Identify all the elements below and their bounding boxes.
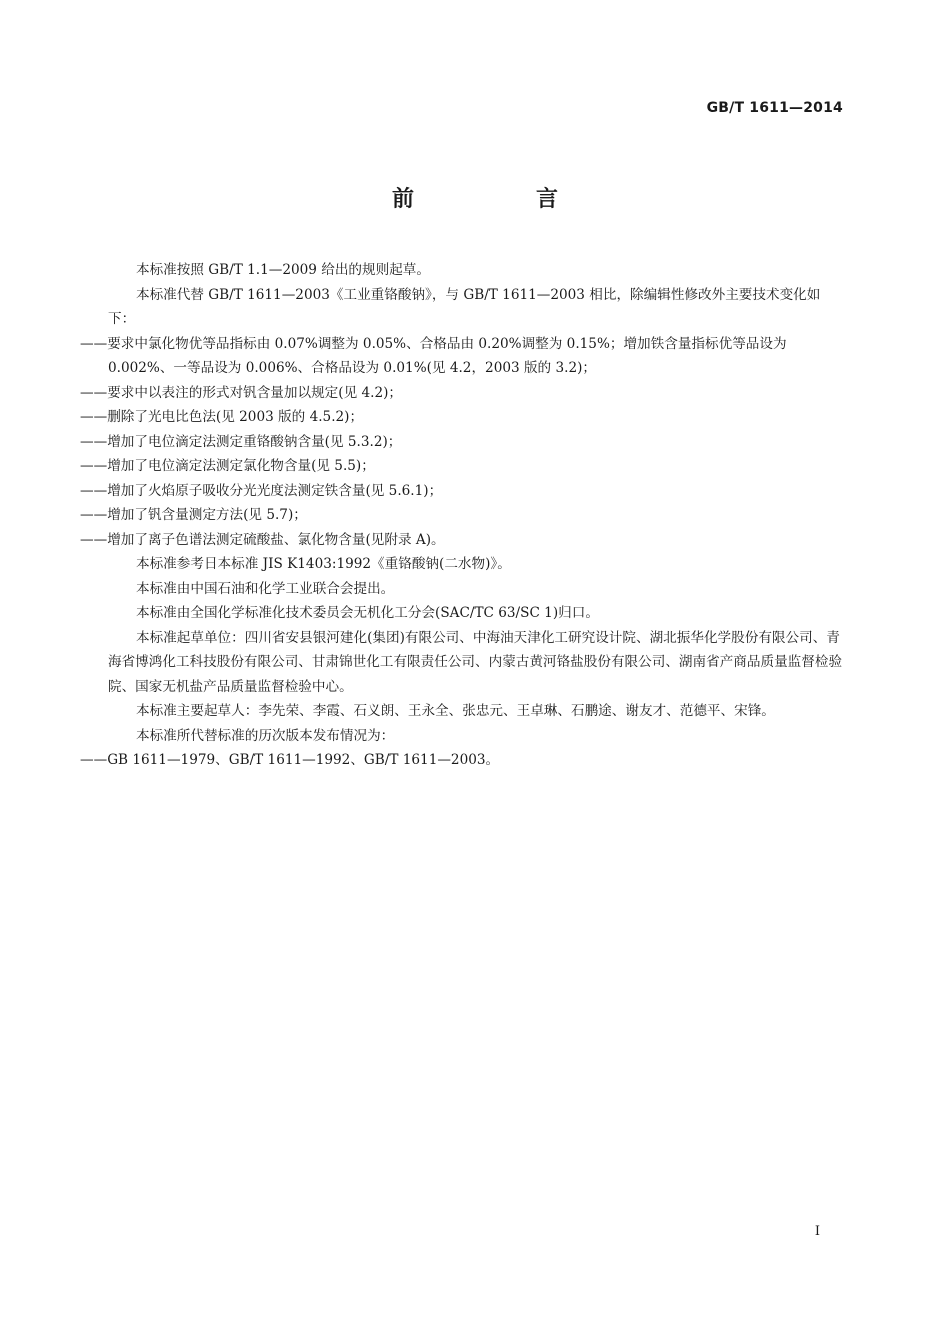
list-item: ——增加了电位滴定法测定重铬酸钠含量(见 5.3.2)；	[80, 433, 402, 450]
paragraph: 本标准所代替标准的历次版本发布情况为：	[136, 727, 395, 744]
list-item: ——增加了离子色谱法测定硫酸盐、氯化物含量(见附录 A)。	[80, 531, 445, 548]
list-item: ——增加了钒含量测定方法(见 5.7)；	[80, 507, 307, 523]
list-item: ——要求中氯化物优等品指标由 0.07%调整为 0.05%、合格品由 0.20%调整为 0.15%；增加铁含量指标优等品设为 0.002%、一等品设为 0.006%、合格品设为 0.01%(见 4.2，2003 版的 3.2)；	[80, 335, 787, 376]
paragraph: 本标准按照 GB/T 1.1—2009 给出的规则起草。	[136, 262, 430, 278]
paragraph: 本标准参考日本标准 JIS K1403:1992《重铬酸钠(二水物)》。	[136, 556, 511, 572]
list-item: ——要求中以表注的形式对钒含量加以规定(见 4.2)；	[80, 384, 403, 401]
paragraph: 本标准由全国化学标准化技术委员会无机化工分会(SAC/TC 63/SC 1)归口。	[136, 605, 599, 621]
paragraph: 本标准由中国石油和化学工业联合会提出。	[136, 580, 395, 597]
standard-code: GB/T 1611—2014	[706, 100, 843, 116]
paragraph: 本标准代替 GB/T 1611—2003《工业重铬酸钠》，与 GB/T 1611—2003 相比，除编辑性修改外主要技术变化如下：	[108, 286, 821, 327]
paragraph: 本标准起草单位：四川省安县银河建化(集团)有限公司、中海油天津化工研究设计院、湖北振华化学股份有限公司、青海省博鸿化工科技股份有限公司、甘肃锦世化工有限责任公司、内蒙古黄河铬盐股份有限公司、湖南省产商品质量监督检验院、国家无机盐产品质量监督检验中心。	[108, 629, 843, 695]
page-title: 前 言	[391, 187, 608, 212]
list-item: ——增加了火焰原子吸收分光光度法测定铁含量(见 5.6.1)；	[80, 482, 443, 499]
page-number: I	[814, 1224, 820, 1239]
paragraph: 本标准主要起草人：李先荣、李霞、石义朗、王永全、张忠元、王卓琳、石鹏途、谢友才、范德平、宋锋。	[136, 703, 775, 719]
list-item: ——增加了电位滴定法测定氯化物含量(见 5.5)；	[80, 458, 375, 474]
document-body	[80, 258, 844, 773]
list-item: ——GB 1611—1979、GB/T 1611—1992、GB/T 1611—2003。	[80, 752, 500, 768]
list-item: ——删除了光电比色法(见 2003 版的 4.5.2)；	[80, 409, 364, 425]
